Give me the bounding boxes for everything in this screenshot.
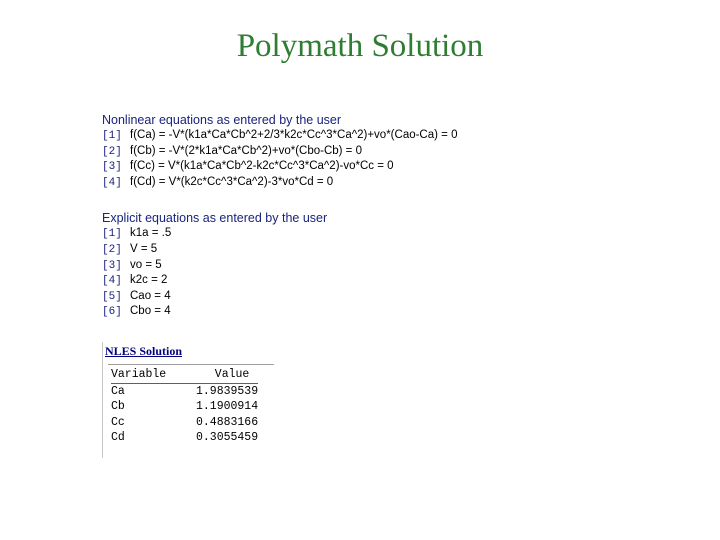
nles-solution-title: NLES Solution <box>105 344 183 358</box>
equation-text: f(Cc) = V*(k1a*Ca*Cb^2-k2c*Cc^3*Ca^2)-vo*Cc = 0 <box>130 160 394 173</box>
nonlinear-equation-row <box>102 128 542 144</box>
equation-text: k1a = .5 <box>130 227 172 240</box>
equation-index: [1] <box>102 228 122 241</box>
equation-index: [2] <box>102 243 122 256</box>
equation-text: Cbo = 4 <box>130 305 171 318</box>
equation-index: [4] <box>102 176 122 189</box>
equation-index: [5] <box>102 290 122 303</box>
explicit-equations-heading: Explicit equations as entered by the user <box>102 211 328 226</box>
equation-index: [3] <box>102 161 122 174</box>
equation-text: Cao = 4 <box>130 289 171 302</box>
value-cell: 0.3055459 <box>196 431 259 444</box>
equation-text: f(Ca) = -V*(k1a*Ca*Cb^2+2/3*k2c*Cc^3*Ca^2)+vo*(Cao-Ca) = 0 <box>130 129 458 141</box>
table-row <box>111 415 258 431</box>
value-cell: 1.1900914 <box>196 400 259 413</box>
equation-index: [4] <box>102 275 122 288</box>
equation-text: f(Cb) = -V*(2*k1a*Ca*Cb^2)+vo*(Cbo-Cb) = 0 <box>130 144 362 157</box>
variable-cell: Cb <box>111 400 125 413</box>
variable-cell: Cc <box>111 415 125 429</box>
slide-title: Polymath Solution <box>236 28 484 64</box>
section-spacer <box>102 190 542 210</box>
nonlinear-equation-row <box>102 144 542 160</box>
equation-index: [2] <box>102 145 122 158</box>
equation-text: f(Cd) = V*(k2c*Cc^3*Ca^2)-3*vo*Cd = 0 <box>130 175 334 188</box>
value-column-header: Value <box>214 368 250 381</box>
explicit-equation-row <box>102 242 542 258</box>
table-row <box>111 399 258 415</box>
nles-results-table <box>111 367 258 446</box>
table-header-row <box>111 367 258 383</box>
nonlinear-equations-heading: Nonlinear equations as entered by the user <box>102 113 342 127</box>
nles-solution-panel <box>102 342 275 458</box>
nonlinear-equation-row <box>102 159 542 175</box>
equation-text: V = 5 <box>130 242 158 255</box>
equation-index: [3] <box>102 259 122 272</box>
nonlinear-equation-row <box>102 175 542 191</box>
explicit-equation-row <box>102 226 542 242</box>
variable-cell: Ca <box>111 384 125 398</box>
value-cell: 0.4883166 <box>196 415 259 429</box>
value-cell: 1.9839539 <box>196 384 259 398</box>
variable-column-header: Variable <box>111 368 167 381</box>
table-row <box>111 383 258 399</box>
table-row <box>111 430 258 446</box>
divider <box>108 364 274 365</box>
explicit-equation-row <box>102 289 542 305</box>
equation-text: k2c = 2 <box>130 274 168 287</box>
equation-index: [1] <box>102 130 122 142</box>
polymath-report <box>102 112 542 320</box>
equation-text: vo = 5 <box>130 258 162 271</box>
explicit-equation-row <box>102 304 542 320</box>
explicit-equation-row <box>102 273 542 289</box>
explicit-equation-row <box>102 258 542 274</box>
equation-index: [6] <box>102 306 122 319</box>
variable-cell: Cd <box>111 431 125 444</box>
